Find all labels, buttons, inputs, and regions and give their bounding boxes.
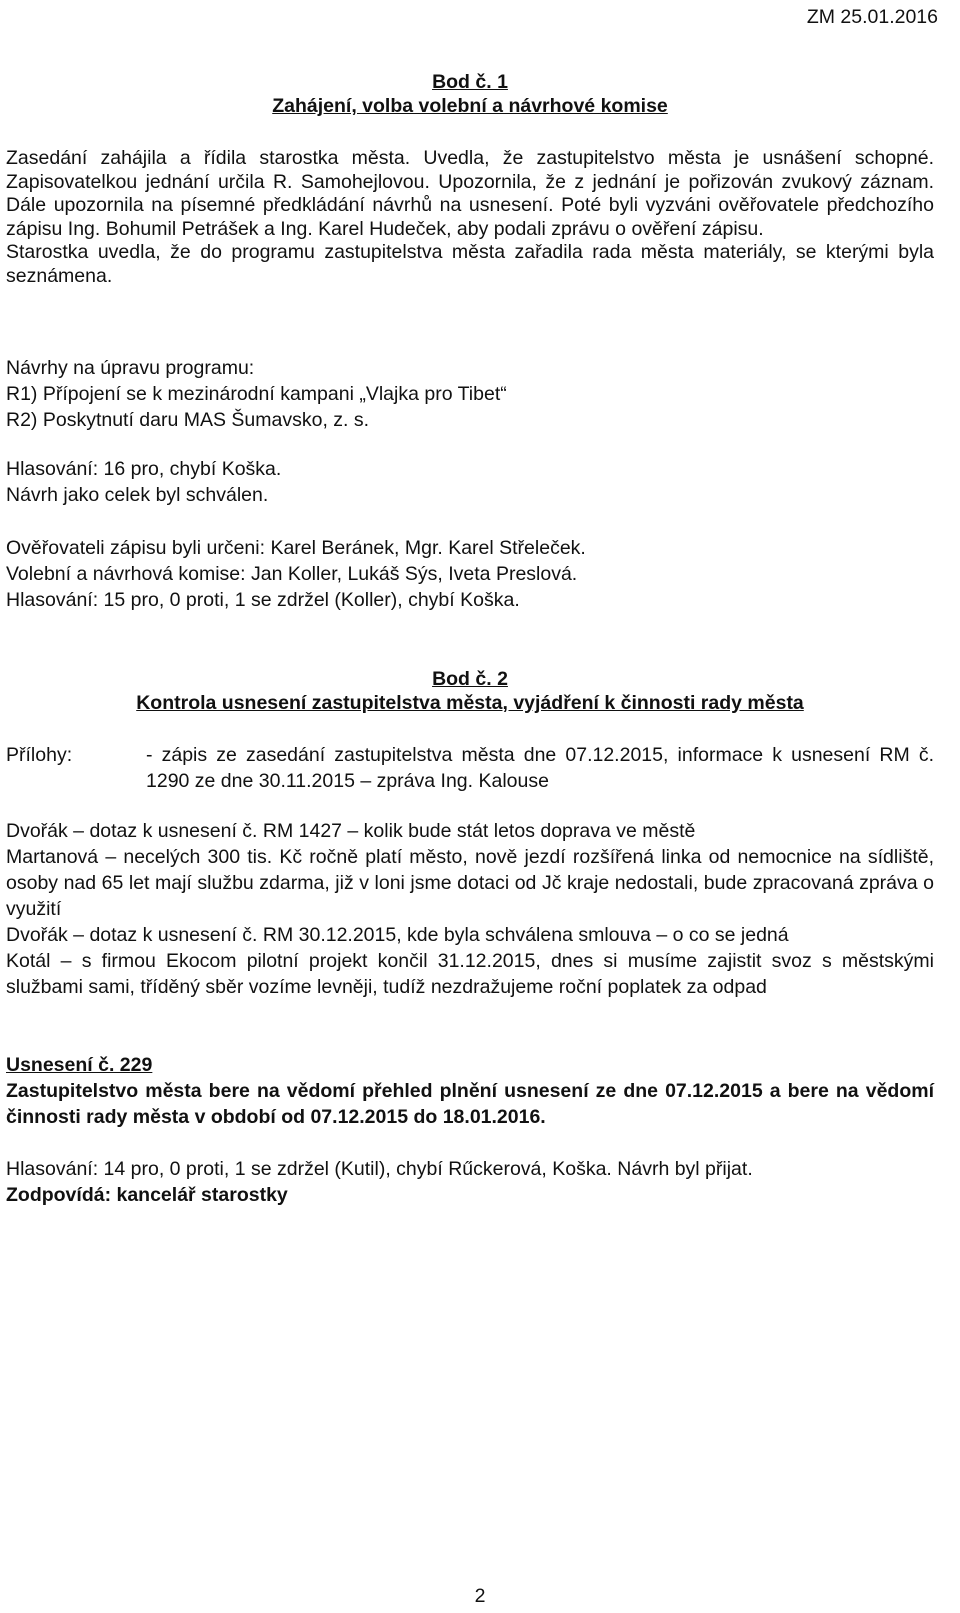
resolution <box>6 1052 934 1130</box>
proposals-heading: Návrhy na úpravu programu: <box>6 357 255 379</box>
section-2-title: Kontrola usnesení zastupitelstva města, vyjádření k činnosti rady města <box>136 692 804 714</box>
vote-text: Hlasování: 15 pro, 0 proti, 1 se zdržel (Koller), chybí Koška. <box>6 589 520 611</box>
vote-text: Hlasování: 14 pro, 0 proti, 1 se zdržel (Kutil), chybí Rűckerová, Koška. Návrh byl přijat. <box>6 1158 753 1180</box>
proposal-item: R2) Poskytnutí daru MAS Šumavsko, z. s. <box>6 409 370 431</box>
section-1-intro <box>6 147 934 288</box>
section-2-heading <box>6 667 934 715</box>
section-1-heading <box>6 70 934 118</box>
discussion-item: Dvořák – dotaz k usnesení č. RM 1427 – kolik bude stát letos doprava ve městě <box>6 820 696 842</box>
discussion-item: Dvořák – dotaz k usnesení č. RM 30.12.2015, kde byla schválena smlouva – o co se jedná <box>6 924 789 946</box>
attachments-label: Přílohy: <box>6 744 73 766</box>
verifiers-block <box>6 535 934 613</box>
verifiers-text: Ověřovateli zápisu byli určeni: Karel Beránek, Mgr. Karel Střeleček. <box>6 537 586 559</box>
section-2-number: Bod č. 2 <box>432 668 508 690</box>
section-1-title: Zahájení, volba volební a návrhové komise <box>272 95 668 117</box>
resolution-label: Usnesení č. 229 <box>6 1054 153 1076</box>
proposal-item: R1) Přípojení se k mezinárodní kampani „Vlajka pro Tibet“ <box>6 383 507 405</box>
resolution-text: Zastupitelstvo města bere na vědomí přehled plnění usnesení ze dne 07.12.2015 a bere na vědomí činnosti rady města v období od 07.12.2015 do 18.01.2016. <box>6 1080 934 1128</box>
program-proposals <box>6 355 934 433</box>
vote-block-1 <box>6 456 934 508</box>
discussion <box>6 818 934 1000</box>
vote-block-2 <box>6 1156 934 1208</box>
attachments-text: - zápis ze zasedání zastupitelstva města dne 07.12.2015, informace k usnesení RM č. 1290 ze dne 30.11.2015 – zpráva Ing. Kalouse <box>146 744 934 792</box>
page-number: 2 <box>474 1585 486 1607</box>
vote-text: Hlasování: 16 pro, chybí Koška. <box>6 458 282 480</box>
attachments <box>6 742 934 794</box>
discussion-item: Kotál – s firmou Ekocom pilotní projekt končil 31.12.2015, dnes si musíme zajistit svoz s městskými službami sami, tříděný sběr vozíme levněji, tudíž nezdražujeme roční poplatek za odpad <box>6 950 934 998</box>
responsible-text: Zodpovídá: kancelář starostky <box>6 1184 288 1206</box>
section-1-number: Bod č. 1 <box>432 71 508 93</box>
vote-result: Návrh jako celek byl schválen. <box>6 484 269 506</box>
intro-paragraph: Zasedání zahájila a řídila starostka města. Uvedla, že zastupitelstvo města je usnášení schopné. Zapisovatelkou jednání určila R. Samohejlovou. Upozornila, že z jednání je pořizován zvukový záznam. Dále upozornila na písemné předkládání návrhů na usnesení. Poté byli vyzváni ověřovatele předchozího zápisu Ing. Bohumil Petrášek a Ing. Karel Hudeček, aby podali zprávu o ověření zápisu. <box>6 147 934 240</box>
discussion-item: Martanová – necelých 300 tis. Kč ročně platí město, nově jezdí rozšířená linka od nemocnice na sídliště, osoby nad 65 let mají službu zdarma, již v loni jsme dotaci od Jč kraje nedostali, bude zpracovaná zpráva o využití <box>6 846 934 920</box>
commission-text: Volební a návrhová komise: Jan Koller, Lukáš Sýs, Iveta Preslová. <box>6 563 578 585</box>
intro-paragraph: Starostka uvedla, že do programu zastupitelstva města zařadila rada města materiály, se kterými byla seznámena. <box>6 241 934 287</box>
header-date: ZM 25.01.2016 <box>806 6 938 28</box>
